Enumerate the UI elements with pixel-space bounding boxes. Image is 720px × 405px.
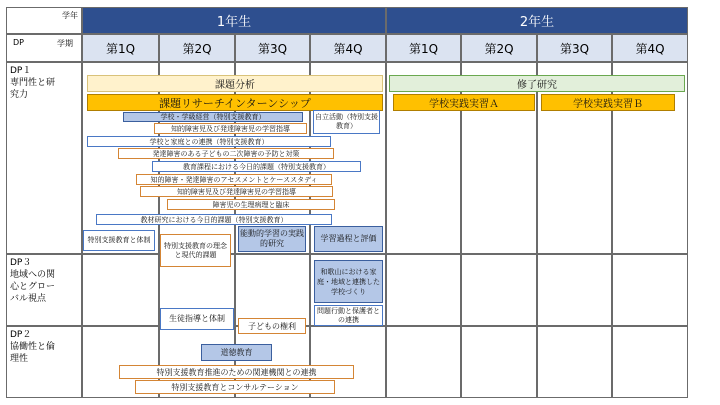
course-noudou-gakushu: 能動的学習の実践的研究 (238, 226, 306, 252)
course-seiri-byori: 障害児の生理病理と臨床 (167, 199, 335, 210)
row-label-dp3: DP３ 地域への関 心とグロー バル視点 (6, 254, 82, 326)
year-header-2: 2年生 (386, 7, 688, 34)
course-rinen: 特別支援教育の理念と現代的課題 (160, 234, 231, 267)
grid-cell (537, 254, 612, 326)
year-axis-label: 学年 (62, 11, 78, 20)
course-mondai-kodo: 問題行動と保護者との連携 (314, 305, 383, 326)
course-katei-renkei: 学校と家庭との連携（特別支援教育） (87, 136, 331, 147)
course-gakushu-katei: 学習過程と評価 (314, 226, 383, 252)
course-shuryo-kenkyu: 修了研究 (389, 75, 685, 92)
quarter-header-y2-q3: 第3Q (537, 34, 612, 62)
quarter-header-y2-q2: 第2Q (461, 34, 537, 62)
course-gakko-jissen-b: 学校実践実習Ｂ (541, 94, 675, 111)
course-gakko-jissen-a: 学校実践実習Ａ (393, 94, 535, 111)
course-chiteki-gakushu: 知的障害児及び発達障害児の学習指導 (140, 186, 333, 197)
quarter-header-y2-q4: 第4Q (612, 34, 688, 62)
dp-axis-label: DP (13, 38, 24, 47)
quarter-header-y1-q1: 第1Q (82, 34, 159, 62)
course-wakayama: 和歌山における家庭・地域と連携した学校づくり (314, 260, 383, 303)
grid-cell (386, 326, 461, 398)
quarter-header-y2-q1: 第1Q (386, 34, 461, 62)
grid-cell (82, 254, 159, 326)
course-research-internship: 課題リサーチインターンシップ (87, 94, 383, 111)
quarter-header-y1-q3: 第3Q (235, 34, 310, 62)
course-nijiteki-shogai: 発達障害のある子どもの二次障害の予防と対策 (118, 148, 334, 159)
year-header-1: 1年生 (82, 7, 386, 34)
quarter-header-y1-q4: 第4Q (310, 34, 386, 62)
course-kyoiku-katei: 教育課程における今日的課題（特別支援教育） (152, 161, 361, 172)
grid-cell (612, 326, 688, 398)
course-kodomo-kenri: 子どもの権利 (238, 318, 306, 334)
corner-cell (6, 7, 82, 34)
course-kadai-bunseki: 課題分析 (87, 75, 383, 92)
course-dotoku-kyoiku: 道徳教育 (201, 344, 272, 361)
course-gakkyu-keiei: 学校・学級経営（特別支援教育） (123, 112, 303, 122)
grid-cell (612, 254, 688, 326)
course-kyozai-kenkyu: 教材研究における今日的課題（特別支援教育） (96, 214, 332, 225)
grid-cell (461, 254, 537, 326)
term-axis-label: 学期 (57, 39, 73, 48)
course-chiteki-shido: 知的障害児及び発達障害児の学習指導 (154, 123, 307, 134)
course-kankei-kikan: 特別支援教育推進のための関連機関との連携 (119, 365, 354, 379)
grid-cell (235, 254, 310, 326)
course-seito-shido: 生徒指導と体制 (160, 308, 234, 330)
grid-cell (386, 254, 461, 326)
corner-cell-dp (6, 34, 82, 62)
course-consultation: 特別支援教育とコンサルテーション (135, 380, 335, 394)
course-assessment: 知的障害・発達障害のアセスメントとケーススタディ (136, 174, 332, 185)
grid-cell (461, 326, 537, 398)
course-jiritsu-katsudo: 自立活動（特別支援教育） (313, 110, 380, 134)
quarter-header-y1-q2: 第2Q (159, 34, 235, 62)
grid-cell (537, 326, 612, 398)
row-label-dp2: DP２ 協働性と倫 理性 (6, 326, 82, 398)
course-tokubetsu-taisei: 特別支援教育と体制 (83, 230, 155, 251)
row-label-dp1: DP１ 専門性と研 究力 (6, 62, 82, 254)
